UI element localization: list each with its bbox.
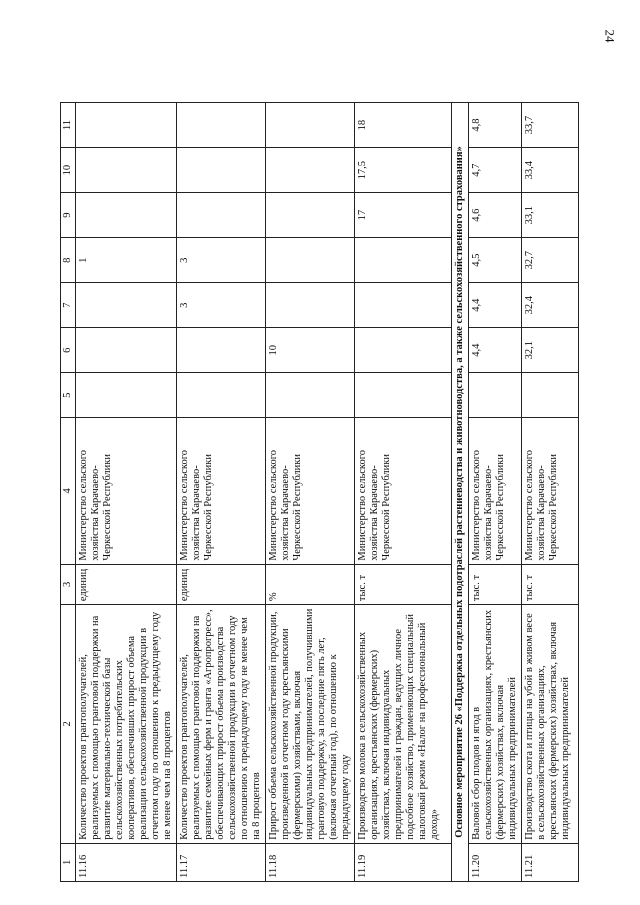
indicator-name: Количество проектов грантополучателей, реализуемых с помощью грантовой поддержки на развитие семейных ферм и гранта «Агропрогресс», обеспечивающих прирост объема производства сельскохозяйственной продукции в отчетном году по отношению к предыдущему году не менее чем на 8 процентов bbox=[177, 605, 266, 844]
value-cell: 32,7 bbox=[522, 238, 579, 283]
value-cell bbox=[266, 193, 355, 238]
value-cell: 3 bbox=[177, 238, 266, 283]
value-cell bbox=[266, 103, 355, 148]
value-cell: 4,4 bbox=[469, 328, 522, 373]
header-cell: 3 bbox=[61, 564, 76, 605]
responsible: Министерство сельского хозяйства Карачаево-Черкесской Республики bbox=[177, 418, 266, 564]
value-cell: 4,6 bbox=[469, 193, 522, 238]
value-cell bbox=[76, 328, 177, 373]
header-cell: 9 bbox=[61, 193, 76, 238]
indicator-name: Валовой сбор плодов и ягод в сельскохозяйственных организациях, крестьянских (фермерских) хозяйствах, включая индивидуальных предпринимателей bbox=[469, 605, 522, 844]
value-cell bbox=[355, 238, 452, 283]
responsible: Министерство сельского хозяйства Карачаево-Черкесской Республики bbox=[76, 418, 177, 564]
row-number: 11.21 bbox=[522, 843, 579, 881]
indicator-name: Количество проектов грантополучателей, реализуемых с помощью грантовой поддержки на развитие материально-технической базы сельскохозяйственных потребительских кооперативов, обеспечивших прирост объема реализации сельскохозяйственной продукции в отчетном году по отношению к предыдущему году не менее чем на 8 процентов bbox=[76, 605, 177, 844]
value-cell bbox=[266, 283, 355, 328]
value-cell: 33,1 bbox=[522, 193, 579, 238]
row-number: 11.17 bbox=[177, 843, 266, 881]
value-cell: 1 bbox=[76, 238, 177, 283]
value-cell: 3 bbox=[177, 283, 266, 328]
rotated-table-container bbox=[60, 102, 620, 882]
table-row bbox=[266, 103, 355, 882]
value-cell bbox=[522, 373, 579, 418]
value-cell bbox=[355, 373, 452, 418]
section-row bbox=[452, 103, 469, 882]
row-number: 11.19 bbox=[355, 843, 452, 881]
value-cell bbox=[76, 193, 177, 238]
unit: тыс. т bbox=[522, 564, 579, 605]
value-cell bbox=[266, 373, 355, 418]
value-cell: 17 bbox=[355, 193, 452, 238]
value-cell: 32,1 bbox=[522, 328, 579, 373]
value-cell bbox=[76, 103, 177, 148]
header-cell: 2 bbox=[61, 605, 76, 844]
responsible: Министерство сельского хозяйства Карачаево-Черкесской Республики bbox=[266, 418, 355, 564]
value-cell bbox=[177, 193, 266, 238]
indicator-name: Производство скота и птицы на убой в живом весе в сельскохозяйственных организациях, крестьянских (фермерских) хозяйствах, включая индивидуальных предпринимателей bbox=[522, 605, 579, 844]
value-cell: 4,4 bbox=[469, 283, 522, 328]
table-row bbox=[469, 103, 522, 882]
value-cell bbox=[76, 148, 177, 193]
value-cell bbox=[355, 328, 452, 373]
row-number: 11.18 bbox=[266, 843, 355, 881]
header-cell: 7 bbox=[61, 283, 76, 328]
table-row bbox=[522, 103, 579, 882]
header-cell: 8 bbox=[61, 238, 76, 283]
header-cell: 6 bbox=[61, 328, 76, 373]
unit: тыс. т bbox=[355, 564, 452, 605]
value-cell bbox=[177, 148, 266, 193]
value-cell bbox=[76, 373, 177, 418]
value-cell bbox=[177, 373, 266, 418]
value-cell: 33,4 bbox=[522, 148, 579, 193]
value-cell: 18 bbox=[355, 103, 452, 148]
header-cell: 4 bbox=[61, 418, 76, 564]
row-number: 11.20 bbox=[469, 843, 522, 881]
row-number: 11.16 bbox=[76, 843, 177, 881]
section-title: Основное мероприятие 26 «Поддержка отдельных подотраслей растениеводства и животноводства, а также сельскохозяйственного страхования» bbox=[452, 103, 469, 882]
value-cell: 32,4 bbox=[522, 283, 579, 328]
value-cell bbox=[355, 283, 452, 328]
responsible: Министерство сельского хозяйства Карачаево-Черкесской Республики bbox=[355, 418, 452, 564]
responsible: Министерство сельского хозяйства Карачаево-Черкесской Республики bbox=[469, 418, 522, 564]
value-cell bbox=[266, 238, 355, 283]
table-row bbox=[76, 103, 177, 882]
table-row bbox=[177, 103, 266, 882]
indicator-name: Производство молока в сельскохозяйственных организациях, крестьянских (фермерских) хозяйствах, включая индивидуальных предпринимателей и граждан, ведущих личное подсобное хозяйство, применяющих специальный налоговый режим «Налог на профессиональный доход» bbox=[355, 605, 452, 844]
value-cell bbox=[76, 283, 177, 328]
header-cell: 10 bbox=[61, 148, 76, 193]
value-cell bbox=[177, 328, 266, 373]
header-cell: 11 bbox=[61, 103, 76, 148]
unit: тыс. т bbox=[469, 564, 522, 605]
responsible: Министерство сельского хозяйства Карачаево-Черкесской Республики bbox=[522, 418, 579, 564]
header-row bbox=[61, 103, 76, 882]
value-cell: 4,7 bbox=[469, 148, 522, 193]
value-cell: 17,5 bbox=[355, 148, 452, 193]
table-row bbox=[355, 103, 452, 882]
unit: единиц bbox=[76, 564, 177, 605]
value-cell bbox=[177, 103, 266, 148]
value-cell: 4,8 bbox=[469, 103, 522, 148]
indicator-name: Прирост объема сельскохозяйственной продукции, произведенной в отчетном году крестьянскими (фермерскими) хозяйствами, включая индивидуальных предпринимателей, получившими грантовую поддержку, за последние пять лет, (включая отчетный год), по отношению к предыдущему году bbox=[266, 605, 355, 844]
unit: % bbox=[266, 564, 355, 605]
page-number: 24 bbox=[602, 29, 618, 43]
value-cell: 4,5 bbox=[469, 238, 522, 283]
value-cell bbox=[266, 148, 355, 193]
unit: единиц bbox=[177, 564, 266, 605]
indicators-table bbox=[60, 102, 579, 882]
header-cell: 1 bbox=[61, 843, 76, 881]
value-cell: 10 bbox=[266, 328, 355, 373]
value-cell bbox=[469, 373, 522, 418]
header-cell: 5 bbox=[61, 373, 76, 418]
value-cell: 33,7 bbox=[522, 103, 579, 148]
